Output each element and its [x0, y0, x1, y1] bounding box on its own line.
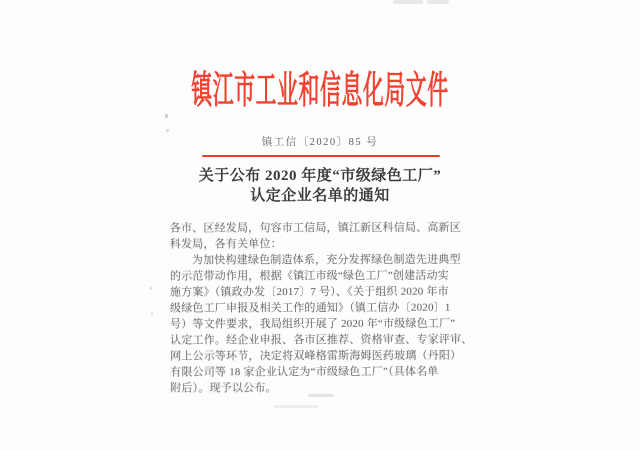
body-line: 号）等文件要求，我局组织开展了 2020 年“市级绿色工厂” — [170, 317, 456, 331]
body-line: 附后）。现予以公布。 — [170, 382, 277, 395]
scan-artifact — [427, 0, 449, 4]
body-line: 级绿色工厂申报及相关工作的通知》（镇工信办〔2020〕1 — [169, 301, 451, 315]
body-line: 认定工作。经企业申报、各市区推荐、资格审查、专家评审、 — [170, 333, 473, 347]
doc-number: 镇工信〔2020〕85 号 — [261, 137, 379, 148]
scan-artifact — [165, 114, 168, 118]
letterhead-title: 镇江市工业和信息化局文件 — [191, 70, 449, 112]
scan-artifact — [150, 287, 152, 290]
scan-artifact — [166, 129, 169, 132]
letterhead — [0, 70, 640, 112]
body-line: 网上公示等环节，决定将双峰格雷斯海姆医药玻璃（丹阳） — [170, 349, 462, 363]
doc-title-line2: 认定企业名单的通知 — [250, 188, 390, 204]
body-line: 科发局，各有关单位： — [169, 238, 282, 251]
red-divider-rule — [202, 155, 440, 157]
scan-artifact — [151, 312, 153, 315]
scan-artifact — [393, 0, 423, 4]
body-line: 各市、区经发局，句容市工信局，镇江新区科信局、高新区 — [169, 221, 462, 235]
scan-artifact — [273, 405, 318, 408]
doc-title-line1: 关于公布 2020 年度“市级绿色工厂” — [198, 168, 442, 184]
body-line: 的示范带动作用，根据《镇江市级“绿色工厂”创建活动实 — [169, 269, 449, 283]
doc-body — [169, 220, 473, 397]
body-line: 施方案》（镇政办发〔2017〕7 号）、《关于组织 2020 年市 — [169, 285, 449, 299]
body-line: 有限公司等 18 家企业认定为“市级绿色工厂”（具体名单 — [170, 365, 439, 379]
doc-title — [0, 166, 640, 206]
body-line: 为加快构建绿色制造体系，充分发挥绿色制造先进典型 — [191, 253, 461, 267]
